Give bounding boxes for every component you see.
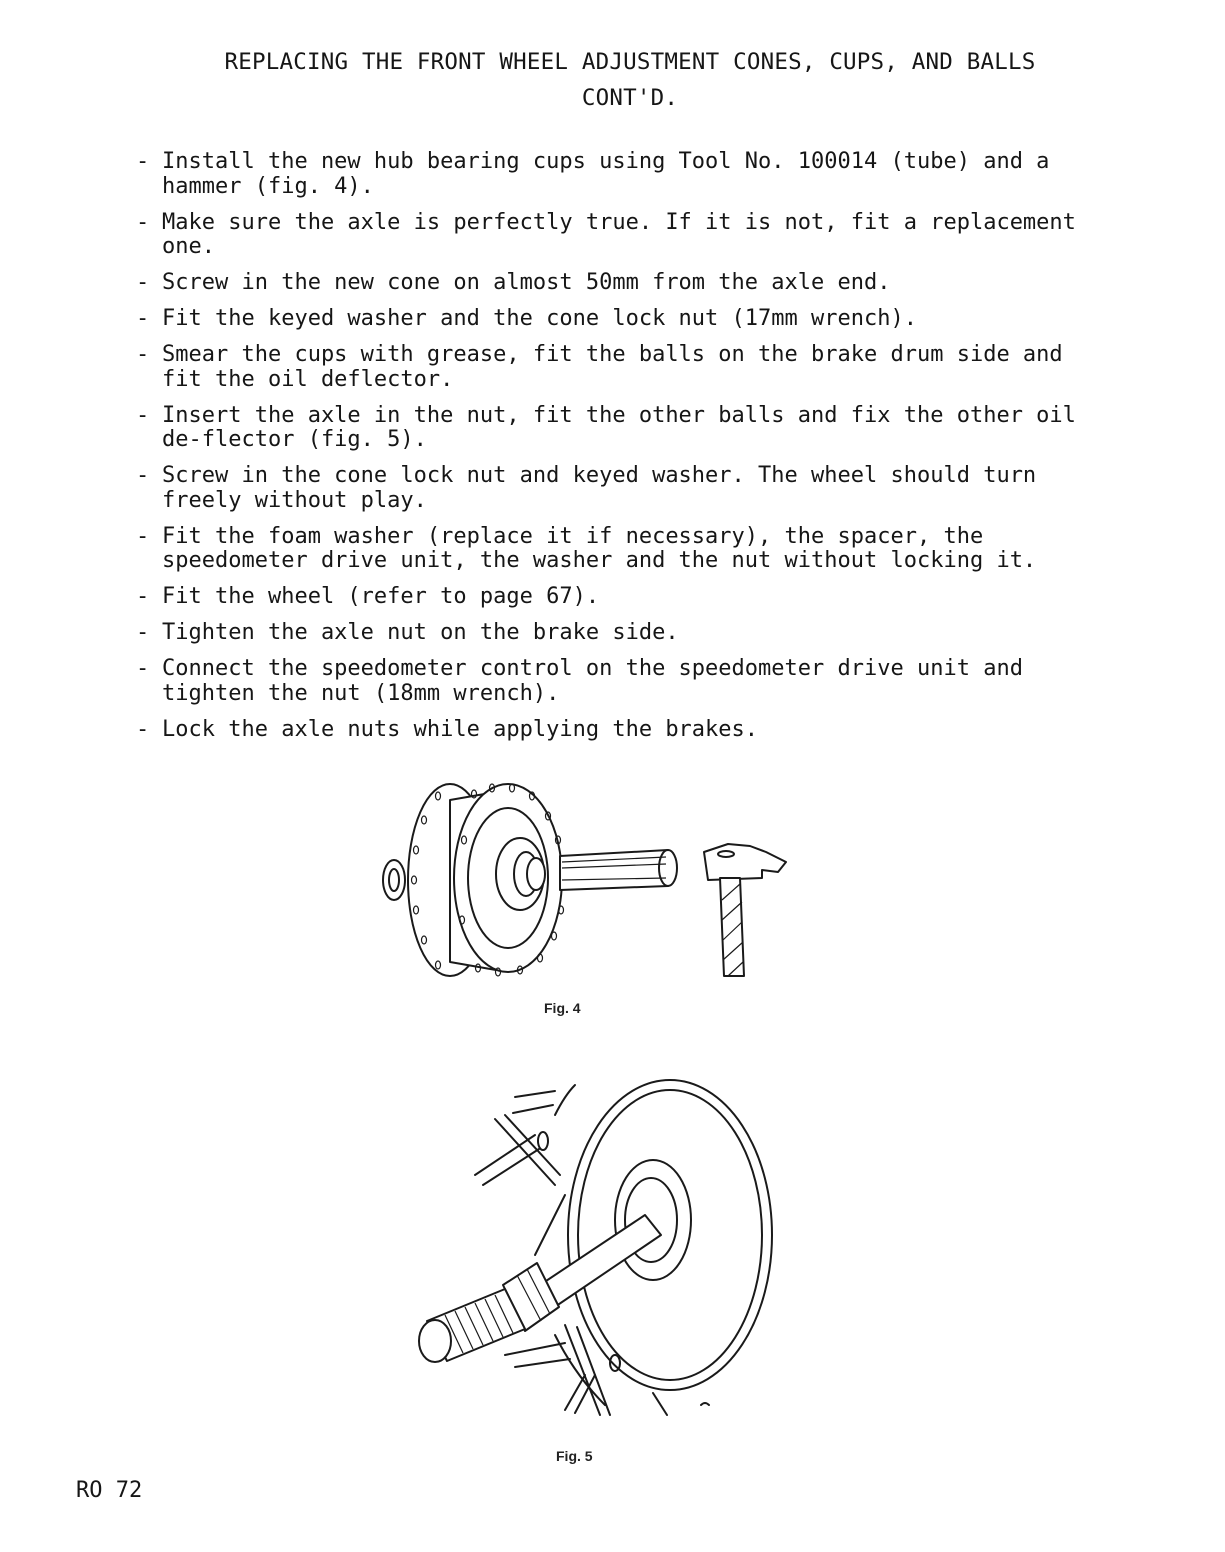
figure-5-axle-insertion-illustration <box>405 1075 785 1420</box>
step-item: - Install the new hub bearing cups using Tool No. 100014 (tube) and a hammer (fig. 4). <box>136 150 1076 199</box>
page-code: RO 72 <box>76 1478 143 1503</box>
page-title-line-2: CONT'D. <box>581 85 679 111</box>
step-item: - Screw in the new cone on almost 50mm from the axle end. <box>136 271 1076 296</box>
figure-4-hub-tube-hammer-illustration <box>378 780 798 985</box>
step-item: - Lock the axle nuts while applying the brakes. <box>136 718 1076 743</box>
step-item: - Smear the cups with grease, fit the balls on the brake drum side and fit the oil deflector. <box>136 343 1076 392</box>
step-item: - Fit the foam washer (replace it if necessary), the spacer, the speedometer drive unit, the washer and the nut without locking it. <box>136 525 1076 574</box>
step-item: - Screw in the cone lock nut and keyed washer. The wheel should turn freely without play. <box>136 464 1076 513</box>
figure-4-caption: Fig. 4 <box>544 1000 581 1016</box>
step-item: - Fit the wheel (refer to page 67). <box>136 585 1076 610</box>
procedure-steps-list <box>136 150 1076 754</box>
step-item: - Make sure the axle is perfectly true. If it is not, fit a replacement one. <box>136 211 1076 260</box>
step-item: - Fit the keyed washer and the cone lock nut (17mm wrench). <box>136 307 1076 332</box>
page-title-line-1: REPLACING THE FRONT WHEEL ADJUSTMENT CONES, CUPS, AND BALLS <box>224 49 1036 75</box>
step-item: - Tighten the axle nut on the brake side. <box>136 621 1076 646</box>
figure-5-caption: Fig. 5 <box>556 1448 593 1464</box>
step-item: - Insert the axle in the nut, fit the other balls and fix the other oil de-flector (fig. 5). <box>136 404 1076 453</box>
page-title <box>100 44 1160 116</box>
step-item: - Connect the speedometer control on the speedometer drive unit and tighten the nut (18mm wrench). <box>136 657 1076 706</box>
